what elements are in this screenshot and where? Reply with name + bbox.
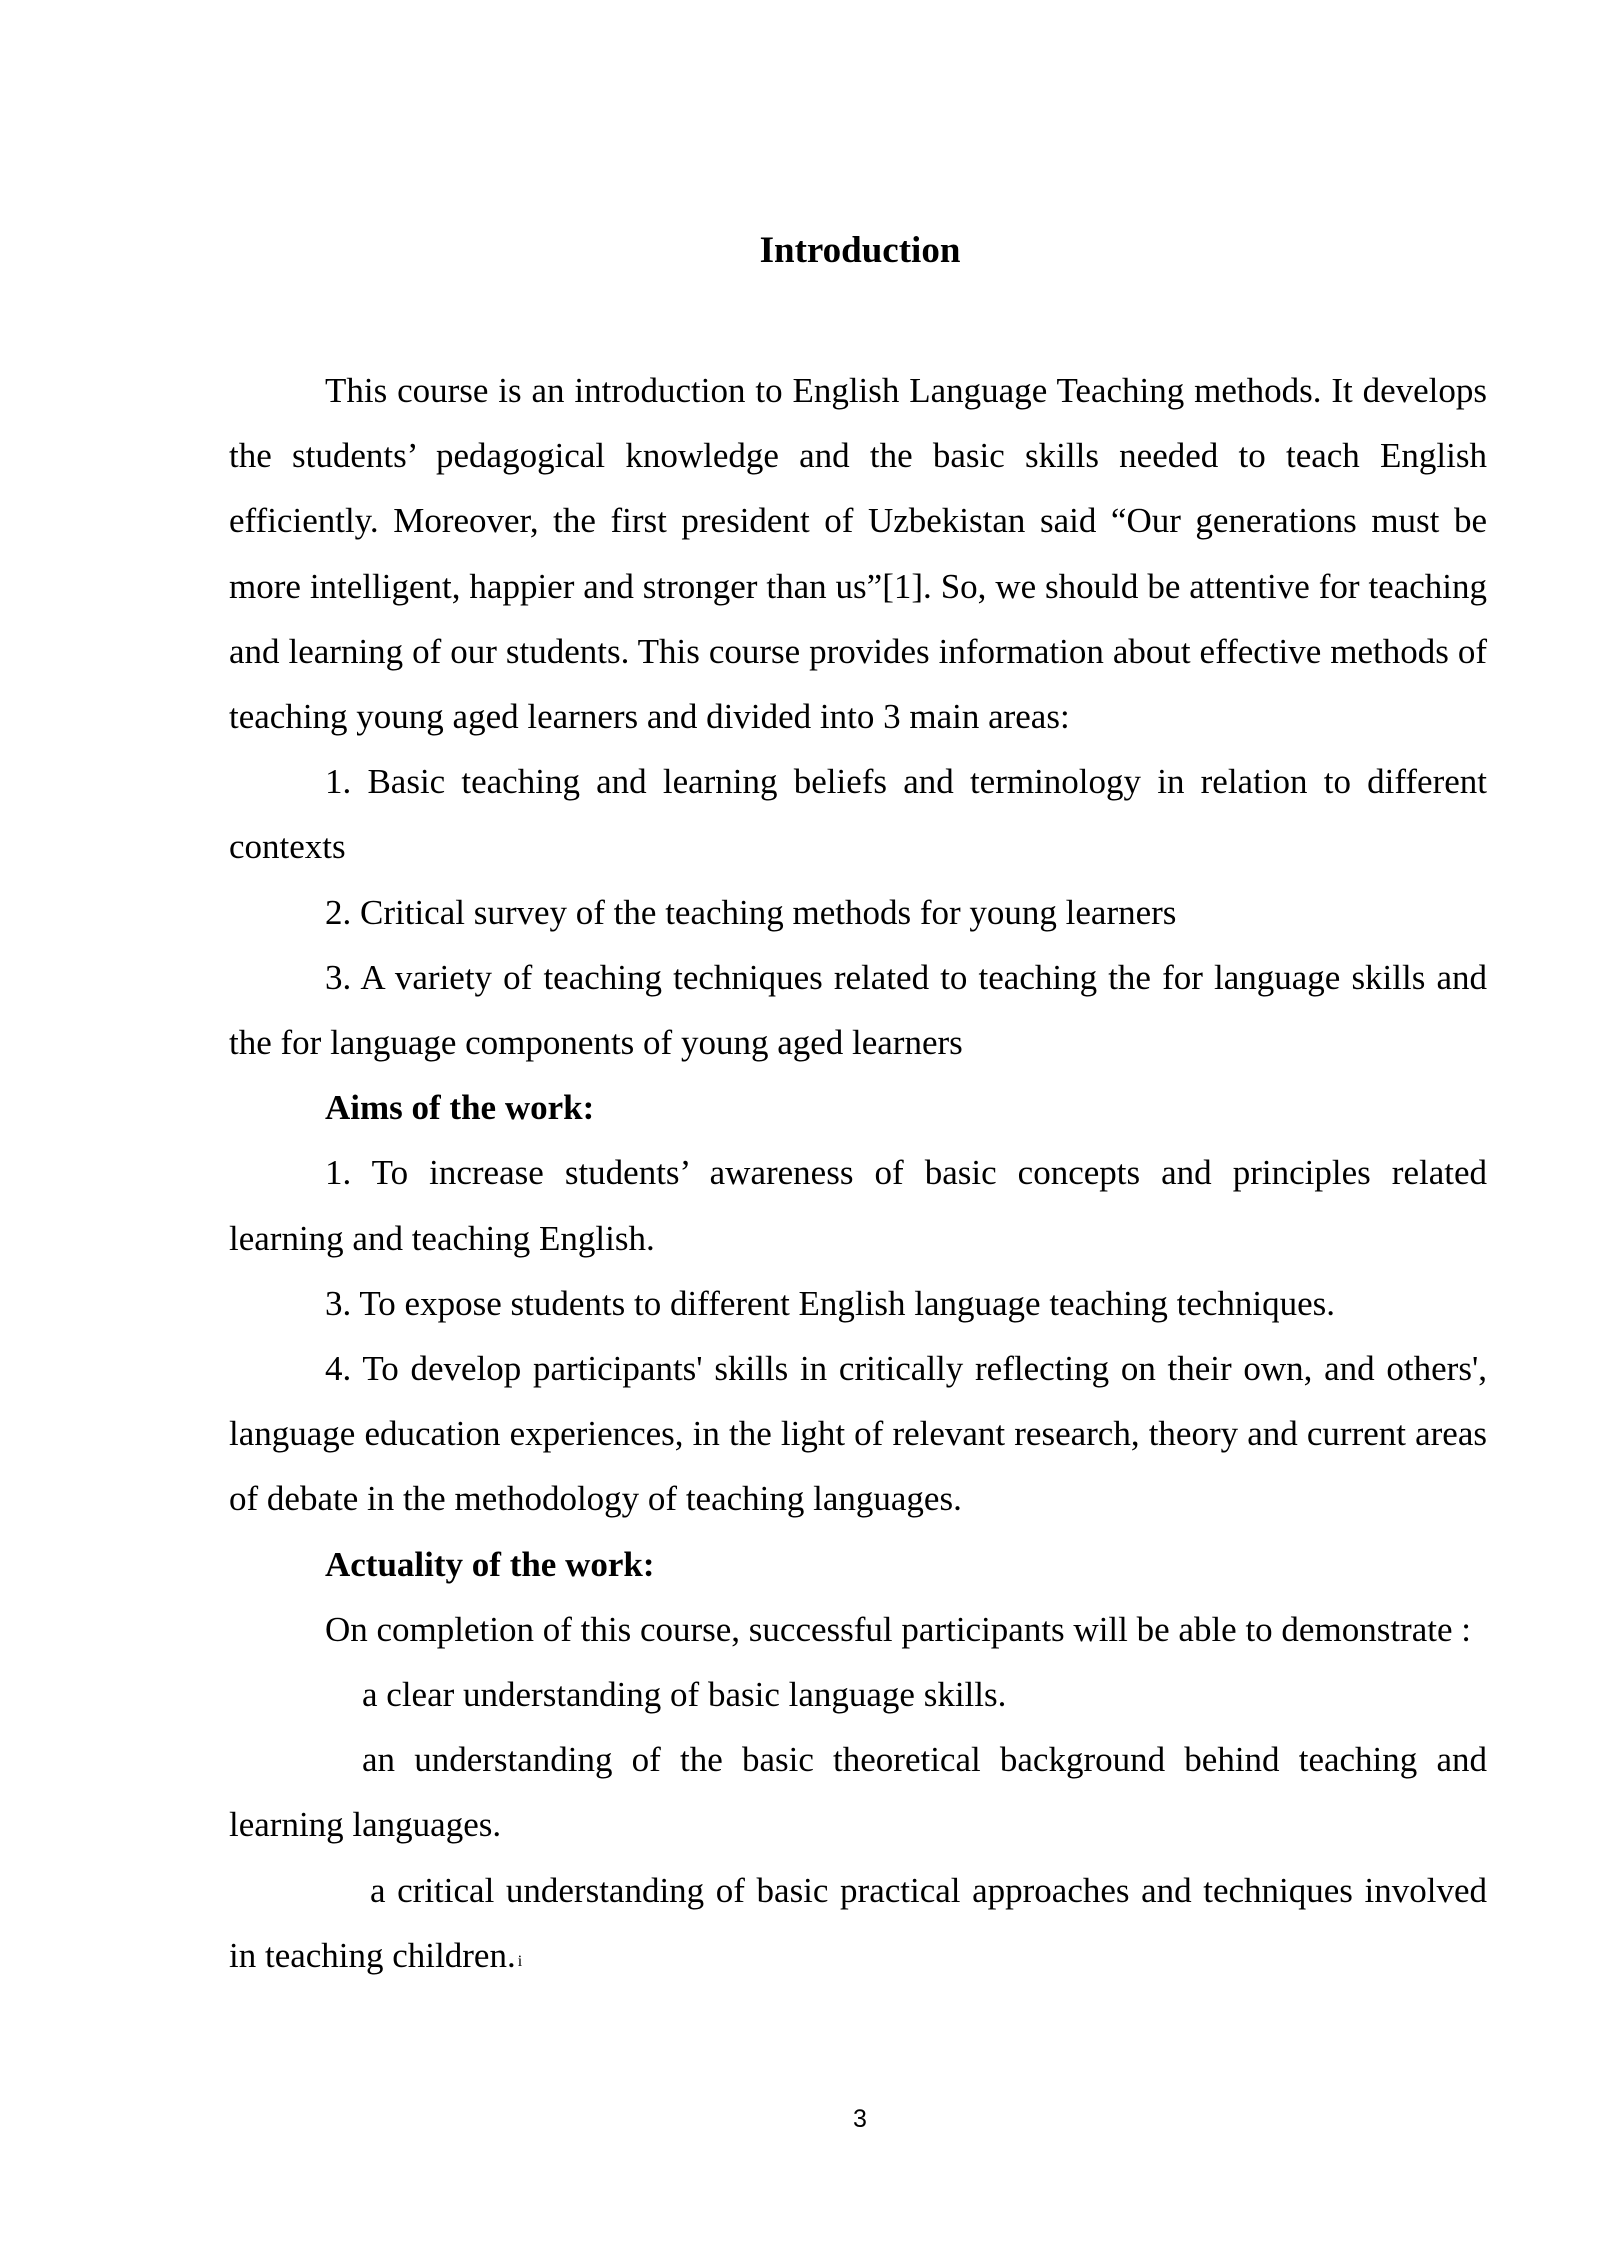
aims-heading: Aims of the work: <box>325 1088 595 1128</box>
footnote-marker[interactable]: i <box>517 1952 523 1970</box>
actuality-heading: Actuality of the work: <box>325 1544 655 1584</box>
document-body <box>229 358 1487 1988</box>
area-item-2: 2. Critical survey of the teaching methods for young learners <box>325 892 1177 932</box>
outcome-item-3-text: a critical understanding of basic practical approaches and techniques involved in teaching children. <box>229 1870 1487 1975</box>
actuality-intro: On completion of this course, successful participants will be able to demonstrate : <box>325 1609 1471 1649</box>
aim-item-4: 4. To develop participants' skills in critically reflecting on their own, and others', language education experiences, in the light of relevant research, theory and current areas of debate in the methodology of teaching languages. <box>229 1349 1487 1519</box>
aim-item-3: 3. To expose students to different English language teaching techniques. <box>325 1283 1336 1323</box>
aim-item-1: 1. To increase students’ awareness of basic concepts and principles related learning and teaching English. <box>229 1153 1487 1258</box>
page-title: Introduction <box>759 230 961 271</box>
page-number: 3 <box>853 2105 867 2133</box>
outcome-item-1: a clear understanding of basic language skills. <box>362 1675 1007 1715</box>
outcome-item-3 <box>229 1858 1487 1988</box>
outcome-item-2: an understanding of the basic theoretical background behind teaching and learning languages. <box>229 1740 1487 1845</box>
area-item-1: 1. Basic teaching and learning beliefs and terminology in relation to different contexts <box>229 762 1487 867</box>
intro-paragraph: This course is an introduction to English Language Teaching methods. It develops the students’ pedagogical knowledge and the basic skills needed to teach English efficiently. Moreover, the first president of Uzbekistan said “Our generations must be more intelligent, happier and stronger than us”[1]. So, we should be attentive for teaching and learning of our students. This course provides information about effective methods of teaching young aged learners and divided into 3 main areas: <box>229 371 1487 737</box>
area-item-3: 3. A variety of teaching techniques related to teaching the for language skills and the for language components of young aged learners <box>229 957 1487 1063</box>
